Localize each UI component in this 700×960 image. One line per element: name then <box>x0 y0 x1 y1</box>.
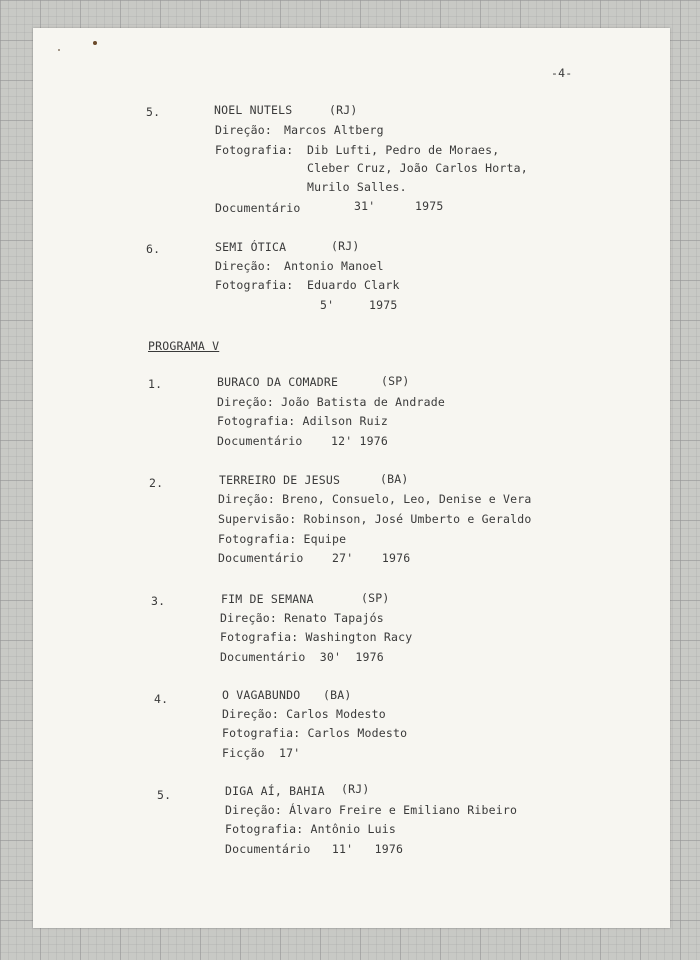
duration: 31' <box>354 199 376 213</box>
photography-line: Fotografia: Adilson Ruiz <box>217 414 388 428</box>
entry-number: 5. <box>146 105 161 119</box>
genre: Documentário <box>215 201 301 215</box>
genre-line: Documentário 27' 1976 <box>218 551 411 565</box>
photography-value: Dib Lufti, Pedro de Moraes, <box>307 143 500 157</box>
entry-number: 3. <box>151 594 166 608</box>
entry-number: 5. <box>157 788 172 802</box>
photography-line: Fotografia: Antônio Luis <box>225 822 396 836</box>
film-state: (RJ) <box>341 782 370 796</box>
direction-line: Direção: Álvaro Freire e Emiliano Ribeiro <box>225 803 518 817</box>
duration: 5' <box>320 298 335 312</box>
photography-line: Fotografia: Carlos Modesto <box>222 726 408 740</box>
entry-number: 6. <box>146 242 161 256</box>
entry-number: 1. <box>148 377 163 391</box>
film-title: SEMI ÓTICA <box>215 240 287 254</box>
genre-line: Documentário 12' 1976 <box>217 434 388 448</box>
photography-value: Murilo Salles. <box>307 180 407 194</box>
direction-line: Direção: Breno, Consuelo, Leo, Denise e Vera <box>218 492 532 506</box>
photography-value: Eduardo Clark <box>307 278 400 292</box>
film-title: BURACO DA COMADRE <box>217 375 339 389</box>
direction-value: Antonio Manoel <box>284 259 384 273</box>
film-state: (RJ) <box>329 103 358 117</box>
entry-number: 2. <box>149 476 164 490</box>
program-heading: PROGRAMA V <box>148 339 220 353</box>
film-title: FIM DE SEMANA <box>221 592 314 606</box>
year: 1975 <box>415 199 444 213</box>
film-state: (SP) <box>381 374 410 388</box>
film-state: (BA) <box>323 688 352 702</box>
film-state: (RJ) <box>331 239 360 253</box>
film-title: DIGA AÍ, BAHIA <box>225 784 325 798</box>
paper-stain <box>93 41 97 45</box>
photography-value: Cleber Cruz, João Carlos Horta, <box>307 161 528 175</box>
year: 1975 <box>369 298 398 312</box>
direction-line: Direção: Renato Tapajós <box>220 611 384 625</box>
direction-label: Direção: <box>215 259 272 273</box>
genre-line: Ficção 17' <box>222 746 301 760</box>
photography-line: Fotografia: Washington Racy <box>220 630 413 644</box>
film-state: (BA) <box>380 472 409 486</box>
direction-value: Marcos Altberg <box>284 123 384 137</box>
photography-label: Fotografia: <box>215 278 294 292</box>
entry-number: 4. <box>154 692 169 706</box>
direction-label: Direção: <box>215 123 272 137</box>
paper-stain <box>58 49 60 51</box>
photography-line: Fotografia: Equipe <box>218 532 347 546</box>
supervision-line: Supervisão: Robinson, José Umberto e Geraldo <box>218 512 532 526</box>
photography-label: Fotografia: <box>215 143 294 157</box>
page-number: -4- <box>551 66 573 80</box>
genre-line: Documentário 30' 1976 <box>220 650 384 664</box>
film-title: NOEL NUTELS <box>214 103 293 117</box>
film-state: (SP) <box>361 591 390 605</box>
direction-line: Direção: Carlos Modesto <box>222 707 386 721</box>
film-title: O VAGABUNDO <box>222 688 301 702</box>
film-title: TERREIRO DE JESUS <box>219 473 341 487</box>
genre-line: Documentário 11' 1976 <box>225 842 404 856</box>
direction-line: Direção: João Batista de Andrade <box>217 395 445 409</box>
